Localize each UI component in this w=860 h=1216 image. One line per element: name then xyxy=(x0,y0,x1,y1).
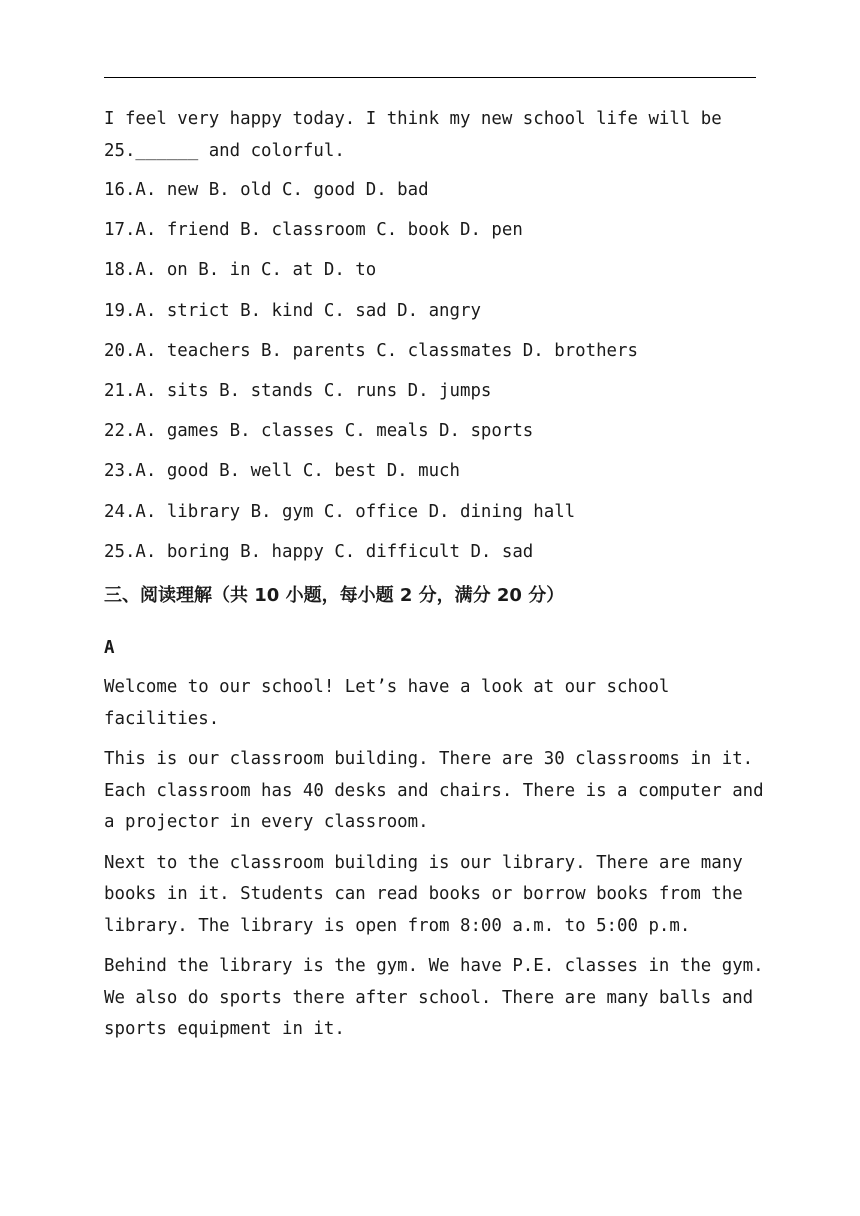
question-option-16: 16.A. new B. old C. good D. bad xyxy=(104,180,429,200)
document-body xyxy=(104,104,764,1055)
text-line: I feel very happy today. I think my new school life will be xyxy=(104,109,722,129)
question-option-21: 21.A. sits B. stands C. runs D. jumps xyxy=(104,380,492,401)
question-option-19: 19.A. strict B. kind C. sad D. angry xyxy=(104,300,481,321)
question-option-22: 22.A. games B. classes C. meals D. sports xyxy=(104,421,534,442)
text-line: library. The library is open from 8:00 a.m. to 5:00 p.m. xyxy=(104,915,691,936)
section-heading: 三、阅读理解（共 10 小题，每小题 2 分，满分 20 分） xyxy=(104,585,565,607)
passage-paragraph xyxy=(104,744,764,839)
text-line: Welcome to our school! Let’s have a look at our school xyxy=(104,677,670,698)
question-option-18: 18.A. on B. in C. at D. to xyxy=(104,260,377,281)
passage-paragraph xyxy=(104,672,756,735)
text-line: sports equipment in it. xyxy=(104,1019,345,1040)
reading-passage xyxy=(104,672,764,1046)
passage-paragraph xyxy=(104,848,756,943)
passage-label: A xyxy=(104,637,115,658)
text-line: Next to the classroom building is our library. There are many xyxy=(104,852,743,873)
text-line: Each classroom has 40 desks and chairs. There is a computer and xyxy=(104,780,764,801)
question-option-20: 20.A. teachers B. parents C. classmates D. brothers xyxy=(104,340,638,361)
text-line: facilities. xyxy=(104,708,220,729)
cloze-passage-ending xyxy=(104,104,756,167)
text-line: 25.______ and colorful. xyxy=(104,140,345,161)
passage-paragraph xyxy=(104,951,764,1046)
question-option-23: 23.A. good B. well C. best D. much xyxy=(104,461,460,482)
text-line: We also do sports there after school. There are many balls and xyxy=(104,987,754,1008)
question-option-17: 17.A. friend B. classroom C. book D. pen xyxy=(104,220,523,241)
text-line: a projector in every classroom. xyxy=(104,812,429,833)
question-option-24: 24.A. library B. gym C. office D. dining hall xyxy=(104,501,576,522)
text-line: books in it. Students can read books or borrow books from the xyxy=(104,884,743,905)
cloze-options-list xyxy=(104,175,756,568)
header-rule xyxy=(104,77,756,78)
text-line: Behind the library is the gym. We have P.E. classes in the gym. xyxy=(104,956,764,977)
text-line: This is our classroom building. There are 30 classrooms in it. xyxy=(104,749,754,770)
question-option-25: 25.A. boring B. happy C. difficult D. sad xyxy=(104,541,534,562)
